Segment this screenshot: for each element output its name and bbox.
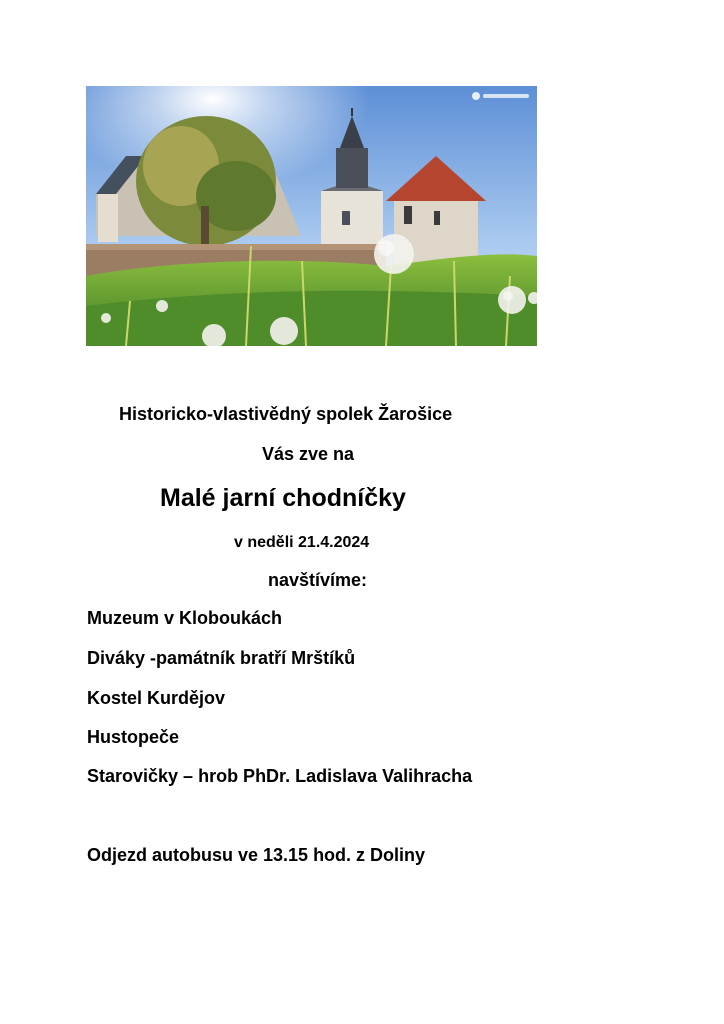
event-date: v neděli 21.4.2024 [234,534,370,551]
stop-item-memorial: Diváky -památník bratří Mrštíků [87,648,356,668]
visit-heading: navštívíme: [268,570,368,590]
organization-name: Historicko-vlastivědný spolek Žarošice [119,404,453,424]
stop-item-museum: Muzeum v Kloboukách [87,608,283,628]
event-title: Malé jarní chodníčky [160,484,406,512]
stop-item-church: Kostel Kurdějov [87,688,226,708]
stop-item-grave: Starovičky – hrob PhDr. Ladislava Valihracha [87,766,473,786]
watermark-logo [471,91,531,101]
invite-text: Vás zve na [262,444,355,464]
stop-item-hustopece: Hustopeče [87,727,180,747]
church-landscape-photo [86,86,537,346]
departure-info: Odjezd autobusu ve 13.15 hod. z Doliny [87,845,426,865]
